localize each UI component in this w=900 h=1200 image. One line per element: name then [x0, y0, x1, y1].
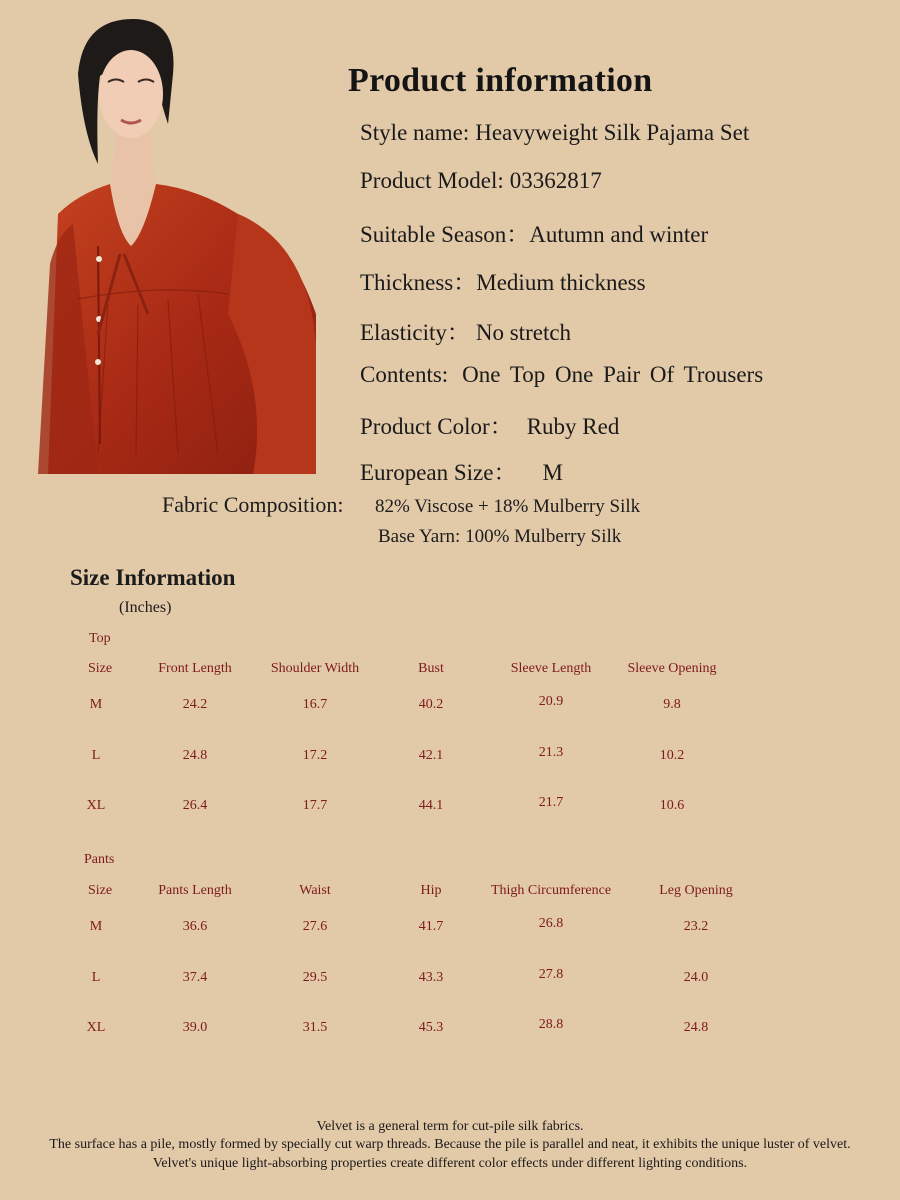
top-table-cell: 9.8	[663, 697, 681, 712]
pants-table-cell: 41.7	[418, 919, 444, 934]
info-value: M	[542, 460, 563, 485]
info-style-name	[360, 120, 749, 146]
top-table-cell: 10.2	[659, 748, 685, 763]
pants-header-cell: Waist	[299, 883, 331, 898]
fabric-line-1: 82% Viscose + 18% Mulberry Silk	[375, 496, 641, 517]
pants-table-cell: XL	[86, 1020, 106, 1035]
model-photo	[38, 14, 316, 474]
info-value: Heavyweight Silk Pajama Set	[475, 120, 750, 145]
top-table-cell: 44.1	[418, 798, 444, 813]
top-table-cell: 26.4	[182, 798, 208, 813]
top-table-cell: 17.2	[302, 748, 328, 763]
top-table-cell: XL	[86, 798, 106, 813]
fabric-line-2: Base Yarn: 100% Mulberry Silk	[378, 526, 622, 547]
info-thickness	[360, 264, 646, 297]
pants-table-cell: L	[91, 970, 101, 985]
top-header-cell: Bust	[418, 661, 444, 676]
info-label: Suitable Season：	[360, 222, 530, 247]
info-value: Ruby Red	[526, 414, 620, 439]
info-contents	[360, 362, 763, 388]
top-table-cell: 20.9	[538, 694, 564, 709]
pants-table-cell: 37.4	[182, 970, 208, 985]
top-header-cell: Sleeve Length	[510, 661, 592, 676]
pants-table-cell: 36.6	[182, 919, 208, 934]
info-product-model	[360, 168, 602, 194]
pants-table-cell: 26.8	[538, 916, 564, 931]
info-label: Elasticity：	[360, 320, 470, 345]
info-elasticity	[360, 314, 571, 347]
top-table-cell: M	[89, 697, 103, 712]
pants-header-cell: Hip	[420, 883, 442, 898]
info-suitable-season	[360, 216, 708, 249]
top-table-cell: 16.7	[302, 697, 328, 712]
pants-header-cell: Size	[87, 883, 113, 898]
top-table-cell: 21.3	[538, 745, 564, 760]
top-table-cell: 21.7	[538, 795, 564, 810]
pants-table-cell: 24.8	[683, 1020, 709, 1035]
top-table-cell: 17.7	[302, 798, 328, 813]
info-label: Thickness：	[360, 270, 477, 295]
info-value: No stretch	[475, 320, 572, 345]
pants-header-cell: Thigh Circumference	[490, 883, 612, 898]
top-header-cell: Size	[87, 661, 113, 676]
info-value: One Top One Pair Of Trousers	[462, 362, 764, 387]
footer-line-2: The surface has a pile, mostly formed by specially cut warp threads. Because the pile is parallel and neat, it exhibits the unique luster of velvet. Velvet's unique light-absorbing properties create different color effects under different lighting conditions.	[49, 1137, 851, 1171]
top-table-cell: 42.1	[418, 748, 444, 763]
footer-line-1: Velvet is a general term for cut-pile silk fabrics.	[316, 1119, 584, 1134]
top-header-cell: Sleeve Opening	[627, 661, 717, 676]
pants-table-cell: 31.5	[302, 1020, 328, 1035]
info-label: Product Color：	[360, 414, 513, 439]
pants-table-cell: 23.2	[683, 919, 709, 934]
pants-table-cell: 27.6	[302, 919, 328, 934]
top-label: Top	[89, 631, 111, 646]
fabric-label: Fabric Composition:	[162, 492, 344, 517]
info-label: Style name:	[360, 120, 470, 145]
size-unit: (Inches)	[119, 599, 172, 616]
top-table-cell: 40.2	[418, 697, 444, 712]
top-table-cell: 24.2	[182, 697, 208, 712]
pants-table-cell: 29.5	[302, 970, 328, 985]
top-header-cell: Front Length	[158, 661, 232, 676]
page-title: Product information	[348, 62, 653, 99]
pants-table-cell: 27.8	[538, 967, 564, 982]
info-european-size	[360, 454, 563, 487]
pants-table-cell: 43.3	[418, 970, 444, 985]
info-value: Autumn and winter	[529, 222, 709, 247]
pants-label: Pants	[84, 852, 115, 867]
pants-table-cell: 28.8	[538, 1017, 564, 1032]
info-value: Medium thickness	[476, 270, 646, 295]
info-product-color	[360, 408, 619, 441]
size-info-title: Size Information	[70, 565, 236, 590]
pants-table-cell: M	[89, 919, 103, 934]
pants-header-cell: Pants Length	[158, 883, 232, 898]
info-label: Contents:	[360, 362, 449, 387]
pants-table-cell: 39.0	[182, 1020, 208, 1035]
pants-table-cell: 45.3	[418, 1020, 444, 1035]
top-header-cell: Shoulder Width	[270, 661, 360, 676]
top-table-cell: 24.8	[182, 748, 208, 763]
info-label: Product Model:	[360, 168, 504, 193]
top-table-cell: 10.6	[659, 798, 685, 813]
info-value: 03362817	[509, 168, 602, 193]
top-table-cell: L	[91, 748, 101, 763]
info-label: European Size：	[360, 460, 517, 485]
pants-header-cell: Leg Opening	[659, 883, 733, 898]
pants-table-cell: 24.0	[683, 970, 709, 985]
